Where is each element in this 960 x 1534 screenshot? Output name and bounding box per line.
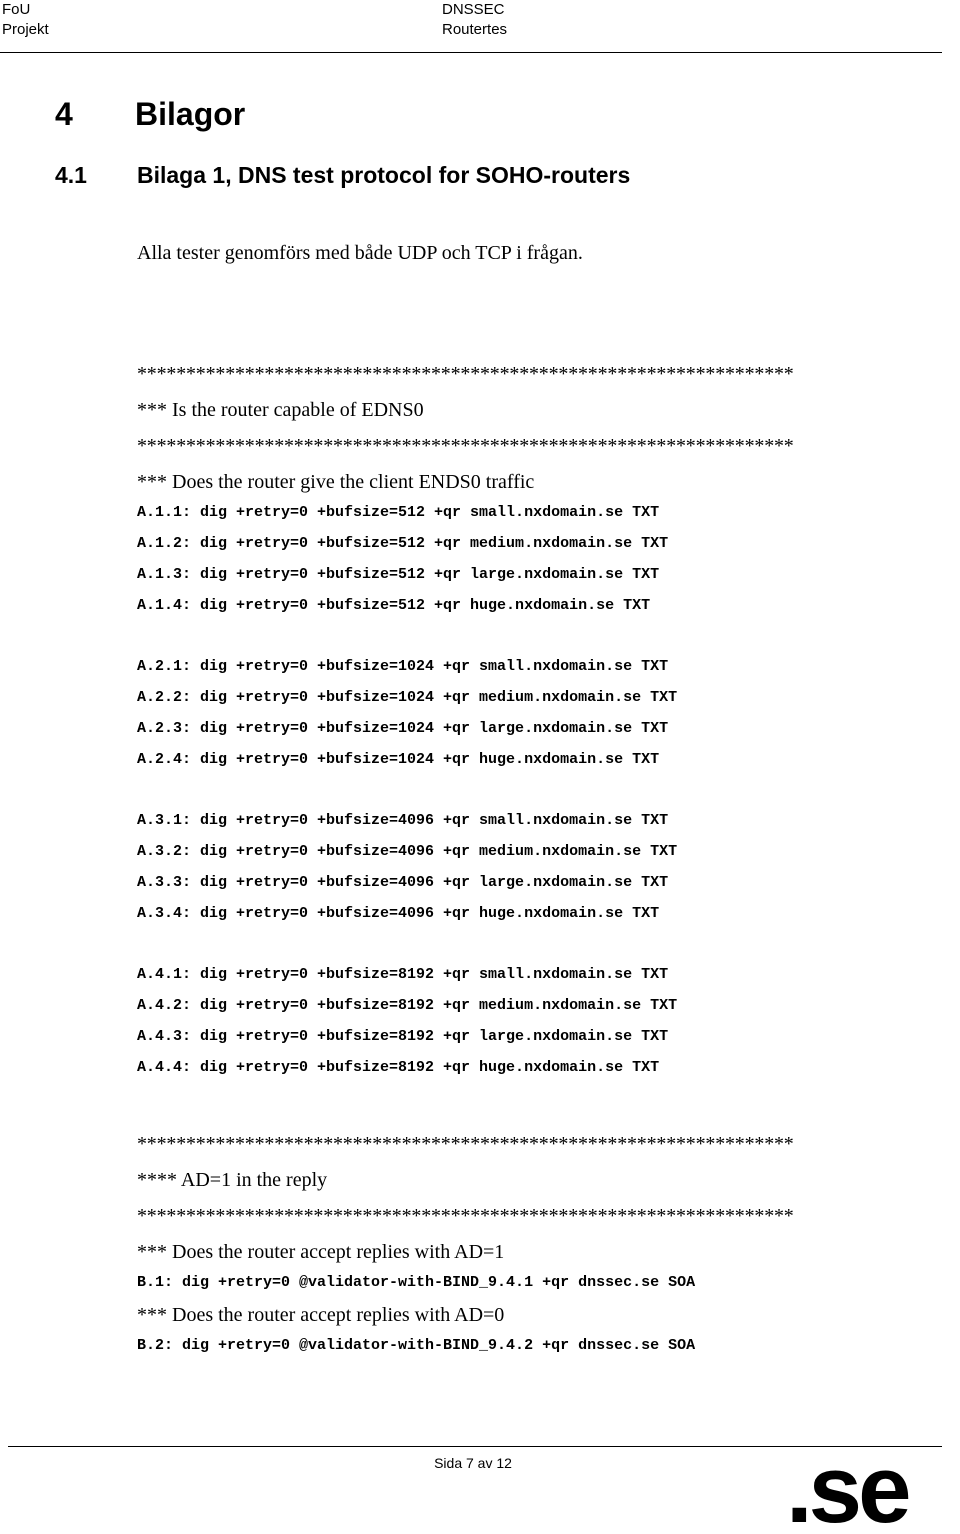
command-line: A.1.2: dig +retry=0 +bufsize=512 +qr medium.nxdomain.se TXT bbox=[137, 535, 669, 552]
command-line: A.3.3: dig +retry=0 +bufsize=4096 +qr large.nxdomain.se TXT bbox=[137, 874, 669, 891]
command-group bbox=[137, 959, 937, 1083]
spacer bbox=[137, 929, 937, 959]
command-line: A.2.4: dig +retry=0 +bufsize=1024 +qr huge.nxdomain.se TXT bbox=[137, 751, 660, 768]
command-line: A.3.1: dig +retry=0 +bufsize=4096 +qr small.nxdomain.se TXT bbox=[137, 812, 669, 829]
command-line: B.2: dig +retry=0 @validator-with-BIND_9.4.2 +qr dnssec.se SOA bbox=[137, 1337, 696, 1354]
command-group bbox=[137, 805, 937, 929]
command-line: A.2.3: dig +retry=0 +bufsize=1024 +qr large.nxdomain.se TXT bbox=[137, 720, 669, 737]
spacer bbox=[137, 621, 937, 651]
separator-stars: ******************************************************************* bbox=[137, 1133, 794, 1155]
command-group bbox=[137, 651, 937, 775]
section-title: Bilagor bbox=[135, 96, 246, 132]
command-group bbox=[137, 497, 937, 621]
section-number: 4 bbox=[55, 96, 73, 132]
command-line: A.4.2: dig +retry=0 +bufsize=8192 +qr medium.nxdomain.se TXT bbox=[137, 997, 678, 1014]
spacer bbox=[137, 775, 937, 805]
command-line: A.4.3: dig +retry=0 +bufsize=8192 +qr large.nxdomain.se TXT bbox=[137, 1028, 669, 1045]
separator-stars: ******************************************************************* bbox=[137, 435, 794, 457]
command-line: A.2.2: dig +retry=0 +bufsize=1024 +qr medium.nxdomain.se TXT bbox=[137, 689, 678, 706]
header-middle bbox=[442, 0, 507, 40]
document-body bbox=[137, 240, 937, 1361]
separator-stars: ******************************************************************* bbox=[137, 363, 794, 385]
page-header bbox=[0, 0, 960, 54]
block1-heading: *** Is the router capable of EDNS0 bbox=[137, 399, 424, 421]
command-line: B.1: dig +retry=0 @validator-with-BIND_9.4.1 +qr dnssec.se SOA bbox=[137, 1274, 696, 1291]
command-line: A.2.1: dig +retry=0 +bufsize=1024 +qr small.nxdomain.se TXT bbox=[137, 658, 669, 675]
header-divider bbox=[0, 52, 942, 53]
command-line: A.1.3: dig +retry=0 +bufsize=512 +qr large.nxdomain.se TXT bbox=[137, 566, 660, 583]
command-line: A.4.4: dig +retry=0 +bufsize=8192 +qr huge.nxdomain.se TXT bbox=[137, 1059, 660, 1076]
block2-heading: **** AD=1 in the reply bbox=[137, 1169, 328, 1191]
section-heading bbox=[55, 94, 245, 134]
block2-question-1: *** Does the router accept replies with AD=1 bbox=[137, 1241, 505, 1263]
header-type: Projekt bbox=[2, 21, 49, 38]
subsection-number: 4.1 bbox=[55, 162, 87, 188]
command-line: A.3.2: dig +retry=0 +bufsize=4096 +qr medium.nxdomain.se TXT bbox=[137, 843, 678, 860]
header-left bbox=[2, 0, 49, 40]
separator-stars: ******************************************************************* bbox=[137, 1205, 794, 1227]
page-number: Sida 7 av 12 bbox=[434, 1455, 512, 1471]
header-org: FoU bbox=[2, 1, 31, 18]
block2-question-2: *** Does the router accept replies with AD=0 bbox=[137, 1304, 505, 1326]
block1-subheading: *** Does the router give the client ENDS0 traffic bbox=[137, 471, 535, 493]
command-line: A.4.1: dig +retry=0 +bufsize=8192 +qr small.nxdomain.se TXT bbox=[137, 966, 669, 983]
header-subject: Routertes bbox=[442, 21, 508, 38]
header-project: DNSSEC bbox=[442, 1, 505, 18]
subsection-title: Bilaga 1, DNS test protocol for SOHO-routers bbox=[137, 162, 631, 188]
se-logo: .se bbox=[786, 1446, 908, 1534]
command-line: A.1.4: dig +retry=0 +bufsize=512 +qr huge.nxdomain.se TXT bbox=[137, 597, 651, 614]
command-line: A.3.4: dig +retry=0 +bufsize=4096 +qr huge.nxdomain.se TXT bbox=[137, 905, 660, 922]
command-line: A.1.1: dig +retry=0 +bufsize=512 +qr small.nxdomain.se TXT bbox=[137, 504, 660, 521]
subsection-heading bbox=[55, 160, 630, 190]
intro-paragraph: Alla tester genomförs med både UDP och TCP i frågan. bbox=[137, 242, 583, 264]
